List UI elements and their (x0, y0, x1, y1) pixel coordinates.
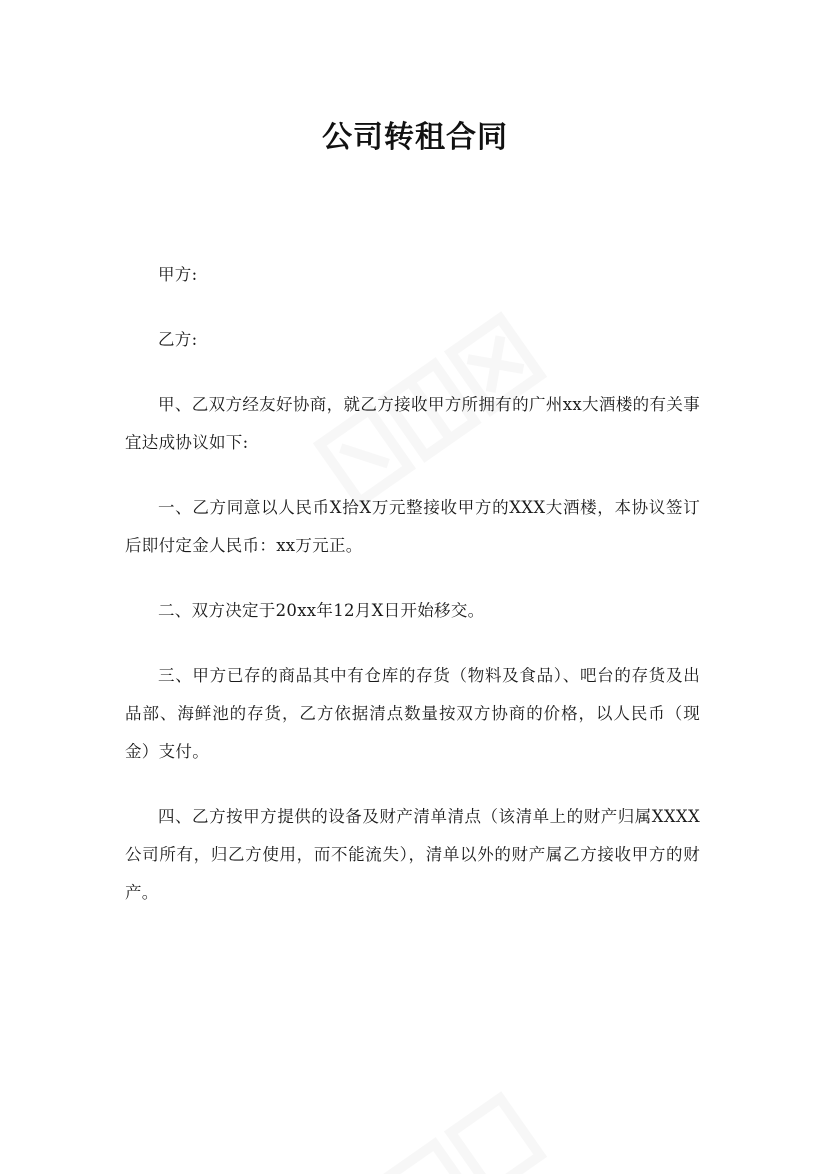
party-a-label: 甲方: (158, 265, 198, 284)
clause-3-paragraph: 三、甲方已存的商品其中有仓库的存货（物料及食品）、吧台的存货及出品部、海鲜池的存货，乙方依据清点数量按双方协商的价格，以人民币（现金）支付。 (125, 666, 700, 761)
party-b-label: 乙方: (158, 330, 198, 349)
clause-2-paragraph: 二、双方决定于20xx年12月X日开始移交。 (158, 601, 485, 620)
document-title: 公司转租合同 (322, 120, 508, 155)
clause-1-paragraph: 一、乙方同意以人民币X拾X万元整接收甲方的XXX大酒楼，本协议签订后即付定金人民币：xx万元正。 (125, 498, 700, 555)
watermark-logo-bottom (300, 1060, 560, 1174)
intro-paragraph: 甲、乙双方经友好协商，就乙方接收甲方所拥有的广州xx大酒楼的有关事宜达成协议如下: (125, 395, 700, 452)
document-body (125, 256, 700, 939)
clause-4-paragraph: 四、乙方按甲方提供的设备及财产清单清点（该清单上的财产归属XXXX公司所有，归乙方使用，而不能流失），清单以外的财产属乙方接收甲方的财产。 (125, 807, 700, 902)
